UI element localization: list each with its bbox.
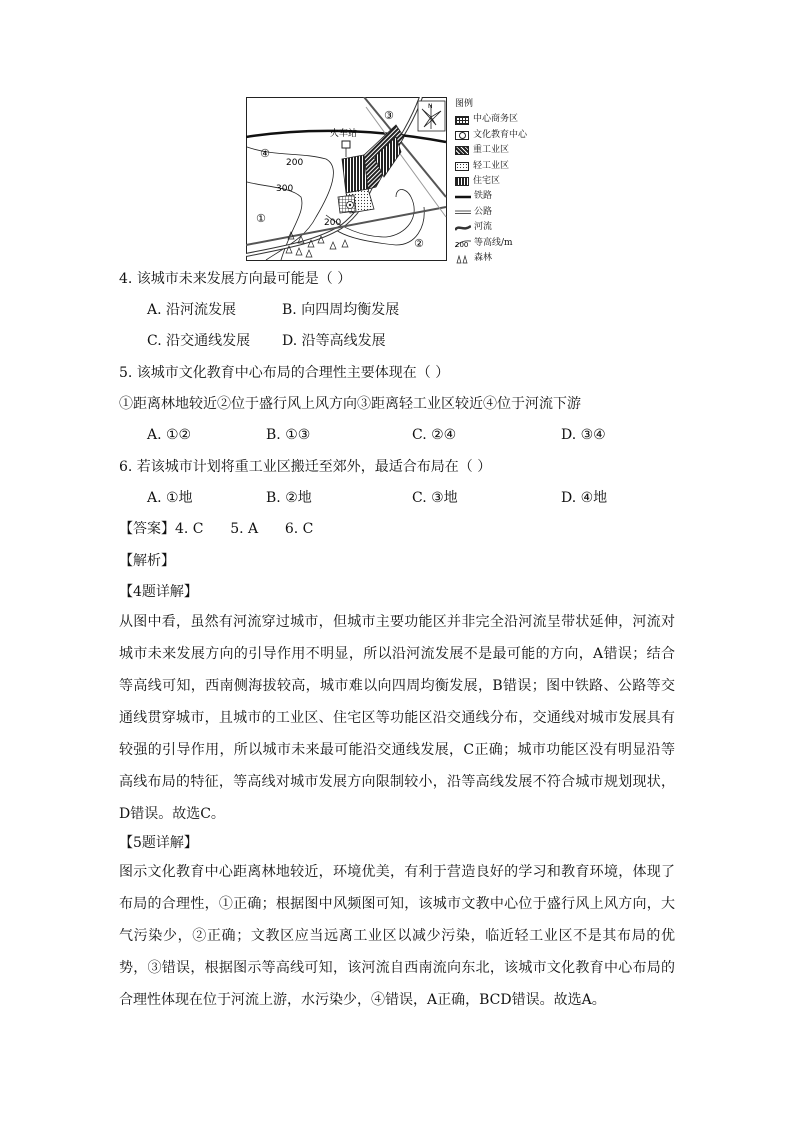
q4-option-d: D. 沿等高线发展 [282, 333, 386, 349]
train-station-icon [342, 141, 350, 148]
road-line-icon [455, 209, 471, 215]
map-legend [455, 97, 565, 266]
region-3: ③ [384, 109, 394, 122]
detail-5-title: 【5题详解】 [119, 835, 198, 851]
region-4: ④ [260, 147, 270, 160]
legend-item-light: 轻工业区 [455, 159, 565, 174]
q4-option-a: A. 沿河流发展 [147, 302, 237, 318]
detail-4-text: 从图中看，虽然有河流穿过城市，但城市主要功能区并非完全沿河流呈带状延伸，河流对城市未来发展方向的引导作用不明显，所以沿河流发展不是最可能的方向，A错误；结合等高线可知，西南侧海拔较高，城市难以向四周均衡发展，B错误；图中铁路、公路等交通线贯穿城市，且城市的工业区、住宅区等功能区沿交通线分布，交通线对城市发展具有较强的引导作用，所以城市未来最可能沿交通线发展，C正确；城市功能区没有明显沿等高线布局的特征，等高线对城市发展方向限制较小，沿等高线发展不符合城市规划现状，D错误。故选C。 [119, 614, 675, 822]
q6-option-d: D. ④地 [561, 490, 608, 506]
heavy-industry-swatch-icon [455, 146, 469, 155]
q6-option-a: A. ①地 [147, 490, 193, 506]
detail-4-title: 【4题详解】 [119, 584, 198, 600]
analysis-title: 【解析】 [119, 553, 175, 569]
legend-item-river: 河流 [455, 220, 565, 235]
q5-option-a: A. ①② [147, 427, 192, 443]
q5-option-b: B. ①③ [266, 427, 311, 443]
q5-option-d: D. ③④ [561, 427, 606, 443]
railway-line-icon [455, 194, 471, 200]
q6-option-b: B. ②地 [266, 490, 312, 506]
contour-label: 200 [324, 218, 342, 228]
region-1: ① [256, 212, 266, 225]
zone-residential [342, 155, 368, 193]
question-5-items: ①距离林地较近②位于盛行风上风方向③距离轻工业区较近④位于河流下游 [119, 396, 581, 412]
detail-5-text: 图示文化教育中心距离林地较近，环境优美，有利于营造良好的学习和教育环境，体现了布局的合理性，①正确；根据图中风频图可知，该城市文教中心位于盛行风上风方向，大气污染少，②正确；文教区应当远离工业区以减少污染，临近轻工业区不是其布局的优势，③错误，根据图示等高线可知，该河流自西南流向东北，该城市文化教育中心布局的合理性体现在位于河流上游，水污染少，④错误，A正确，BCD错误。故选A。 [119, 864, 675, 1008]
legend-contour-number: 200 [455, 241, 469, 249]
legend-item-heavy: 重工业区 [455, 143, 565, 158]
question-5-stem: 5. 该城市文化教育中心布局的合理性主要体现在（ ） [119, 365, 450, 381]
q4-option-b: B. 向四周均衡发展 [282, 302, 400, 318]
contour-line-icon [455, 238, 471, 248]
q6-option-c: C. ③地 [412, 490, 458, 506]
q5-option-c: C. ②④ [412, 427, 457, 443]
residential-swatch-icon [455, 177, 469, 186]
contour-label: 300 [276, 184, 294, 194]
region-2: ② [414, 237, 424, 250]
legend-item-road: 公路 [455, 205, 565, 220]
q4-option-c: C. 沿交通线发展 [147, 333, 251, 349]
question-6-stem: 6. 若该城市计划将重工业区搬迁至郊外，最适合布局在（ ） [119, 459, 492, 475]
legend-item-res: 住宅区 [455, 174, 565, 189]
answer-line: 【答案】4. C 5. A 6. C [119, 521, 314, 537]
contour-label: 200 [286, 158, 304, 168]
light-industry-swatch-icon [455, 162, 469, 171]
station-label: 火车站 [330, 129, 358, 139]
legend-item-rail: 铁路 [455, 189, 565, 204]
legend-title: 图例 [455, 99, 474, 109]
legend-item-contour: 200 等高线/m [455, 237, 513, 249]
forest-legend-icon [455, 254, 471, 264]
edu-swatch-icon [455, 131, 469, 140]
legend-item-edu: 文化教育中心 [455, 128, 565, 143]
legend-item-cbd: 中心商务区 [455, 112, 565, 127]
question-4-stem: 4. 该城市未来发展方向最可能是（ ） [119, 271, 352, 287]
river-line-icon [455, 224, 471, 232]
north-label: N [428, 103, 433, 110]
cbd-swatch-icon [455, 116, 469, 125]
legend-item-forest: 森林 [455, 251, 565, 266]
